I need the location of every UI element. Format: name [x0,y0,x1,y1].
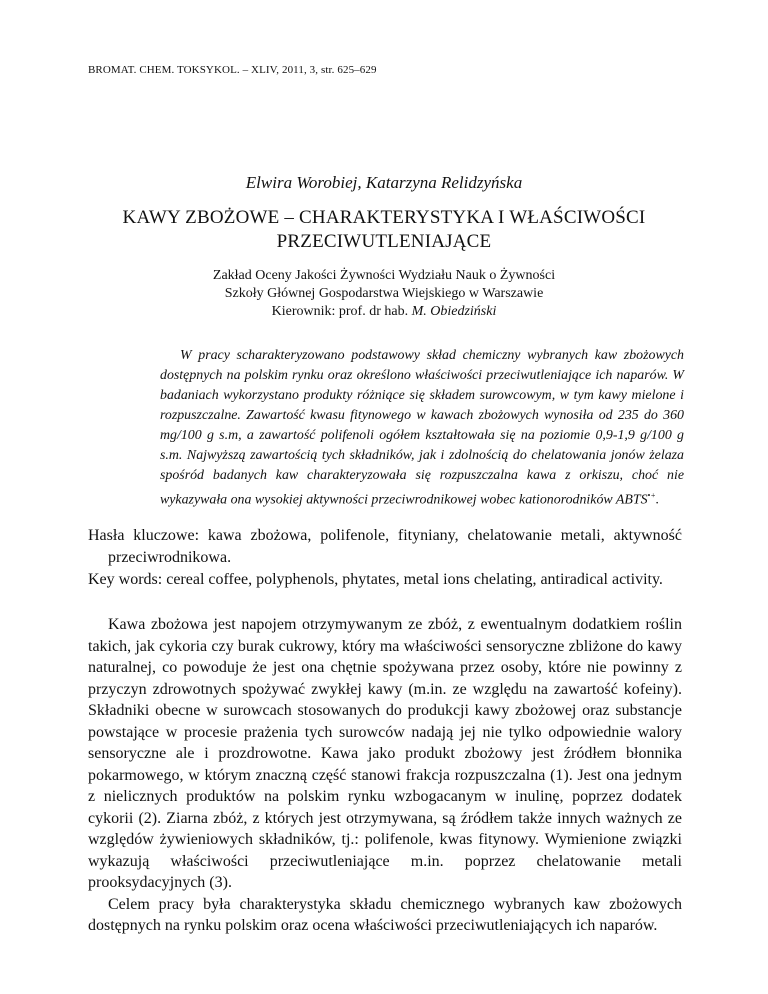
abstract-superscript: •+ [647,491,656,500]
keywords-english: Key words: cereal coffee, polyphenols, phytates, metal ions chelating, antiradical activity. [88,571,663,588]
body-paragraph-1: Kawa zbożowa jest napojem otrzymywanym ze zbóż, z ewentualnym dodatkiem roślin takich, jak cykoria czy burak cukrowy, który ma właściwości sensoryczne zbliżone do kawy naturalnej, co powoduje że jest ona chętnie spożywana przez osoby, które nie powinny z przyczyn zdrowotnych spożywać zwykłej kawy (m.in. ze względu na zawartość kofeiny). Składniki obecne w surowcach stosowanych do produkcji kawy zbożowej oraz substancje powstające w procesie prażenia tych surowców nadają jej nie tylko odpowiednie walory sensoryczne ale i prozdrowotne. Kawa jako produkt zbożowy jest źródłem błonnika pokarmowego, w którym znaczną część stanowi frakcja rozpuszczalna (1). Jest ona jednym z nielicznych produktów na polskim rynku wzbogacanym w inulinę, poprzez dodatek cykorii (2). Ziarna zbóż, z których jest otrzymywana, są źródłem także innych ważnych ze względów żywieniowych składników, tj.: polifenole, kwas fitynowy. Wymienione związki wykazują właściwości przeciwutleniające m.in. poprzez chelatowanie metali prooksydacyjnych (3). [88,616,682,891]
body-paragraph-2: Celem pracy była charakterystyka składu chemicznego wybranych kaw zbożowych dostępnych na rynku polskim oraz ocena właściwości przeciwutleniających ich naparów. [88,895,682,934]
body-text [88,614,682,937]
head-label: Kierownik: prof. dr hab. [271,304,412,319]
keywords-polish: Hasła kluczowe: kawa zbożowa, polifenole, fityniany, chelatowanie metali, aktywność przeciwrodnikowa. [88,527,682,566]
running-head: BROMAT. CHEM. TOKSYKOL. – XLIV, 2011, 3, str. 625–629 [88,64,377,76]
abstract-body: W pracy scharakteryzowano podstawowy skład chemiczny wybranych kaw zbożowych dostępnych na polskim rynku oraz określono właściwości przeciwutleniające ich naparów. W badaniach wykorzystano produkty różniące się składem surowcowym, w tym kawy mielone i rozpuszczalne. Zawartość kwasu fitynowego w kawach zbożowych wynosiła od 235 do 360 mg/100 g s.m, a zawartość polifenoli ogółem kształtowała się na poziomie 0,9-1,9 g/100 g s.m. Najwyższą zawartością tych składników, jak i zdolnością do chelatowania jonów żelaza spośród badanych kaw charakteryzowała się rozpuszczalna kawa z orkiszu, choć nie wykazywała ona wysokiej aktywności przeciwrodnikowej wobec kationorodników ABTS [160,348,684,508]
article-title: KAWY ZBOŻOWE – CHARAKTERYSTYKA I WŁAŚCIWOŚCI PRZECIWUTLENIAJĄCE [122,207,646,252]
authors: Elwira Worobiej, Katarzyna Relidzyńska [245,173,523,192]
affiliation-head [120,303,648,321]
affiliation [120,267,648,321]
keywords [88,525,682,591]
abstract [160,346,684,511]
abstract-text [160,346,684,511]
affiliation-line-1: Zakład Oceny Jakości Żywności Wydziału Nauk o Żywności [212,268,556,283]
affiliation-line-2: Szkoły Głównej Gospodarstwa Wiejskiego w Warszawie [224,286,544,301]
abstract-end: . [655,492,660,508]
head-name: M. Obiedziński [411,304,497,319]
